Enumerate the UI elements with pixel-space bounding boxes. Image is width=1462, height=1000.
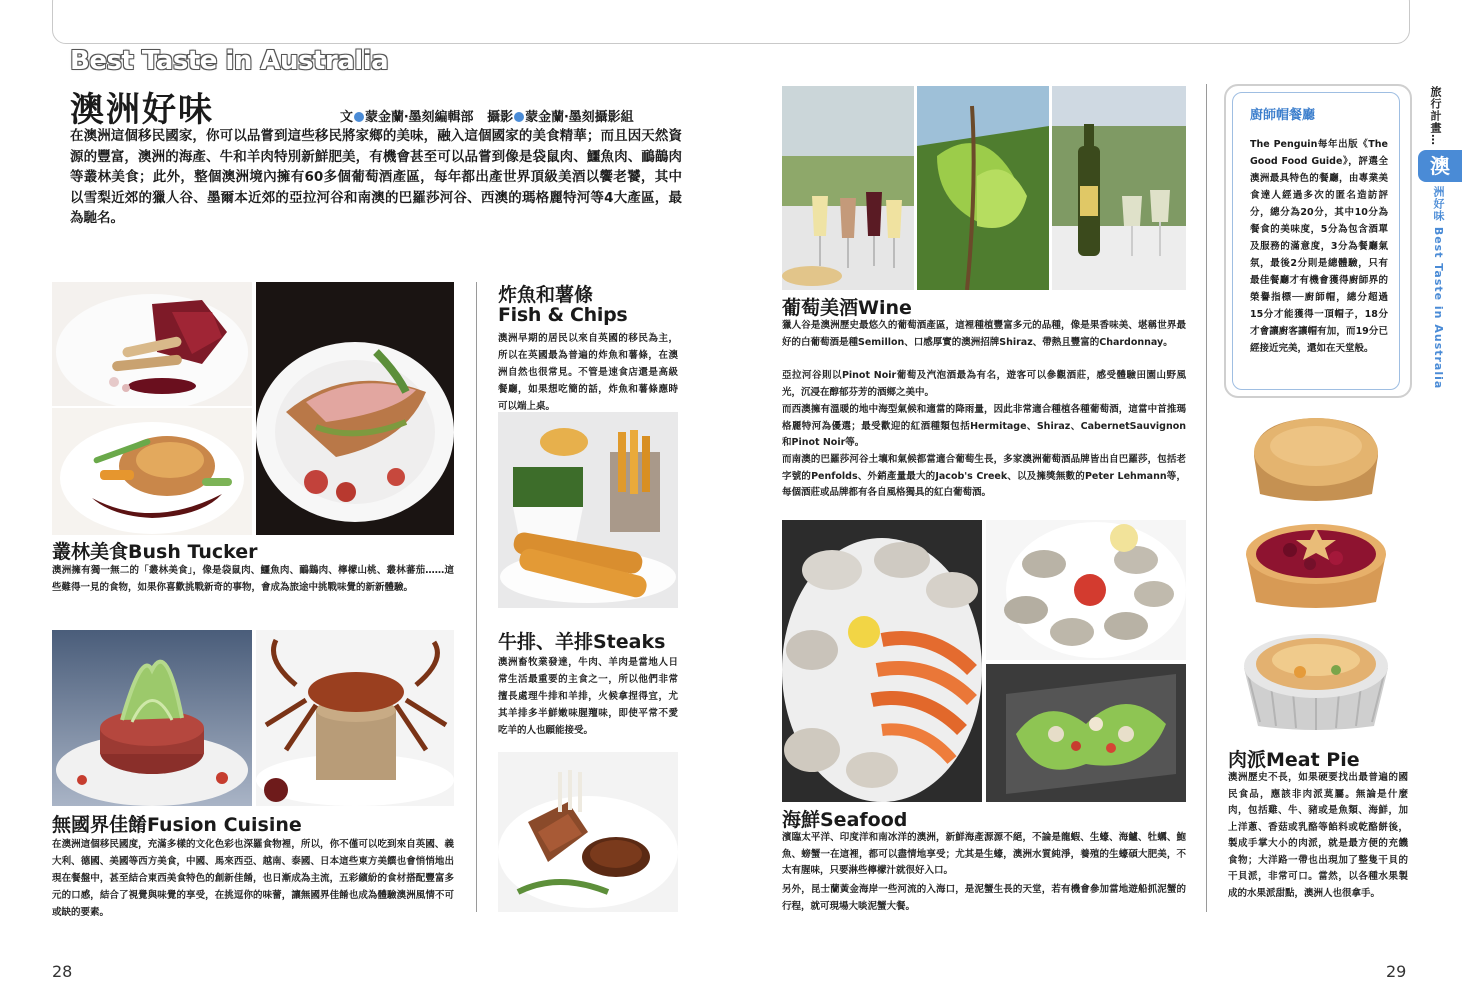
pie-photo-berry <box>1240 514 1392 614</box>
intro-paragraph: 在澳洲這個移民國家，你可以品嘗到這些移民將家鄉的美味，融入這個國家的美食精華；而且因天然資源的豐富，澳洲的海產、牛和羊肉特別新鮮肥美，有機會甚至可以品嘗到像是袋鼠肉、鱷魚肉、鴯鶓肉等叢林美食；此外，整個澳洲境內擁有60多個葡萄酒產區，每年都出產世界頂級美酒以饗老饕，其中以雪梨近郊的獵人谷、墨爾本近郊的亞拉河谷和南澳的巴羅莎河谷、西澳的瑪格麗特河等4大產區，最為馳名。 <box>70 128 682 226</box>
bush-photo-prosciutto <box>256 282 454 535</box>
credit-photo-label: 攝影 <box>487 110 514 125</box>
wine-paragraph-4: 而南澳的巴羅莎河谷土壤和氣候都當適合葡萄生長，多家澳洲葡萄酒品牌皆出自巴羅莎，包括老字號的Penfolds、外銷產量最大的Jacob's Creek、以及擁獎無數的Peter Lehmann等，每個酒莊或品牌都有各自風格獨具的紅白葡萄酒。 <box>782 454 1186 498</box>
steak-body: 澳洲畜牧業發達，牛肉、羊肉是當地人日常生活最重要的主食之一，所以他們非常擅長處理牛排和羊排，火候拿捏得宜，尤其羊排多半鮮嫩味腥羶味，即使平常不愛吃羊的人也願能接受。 <box>498 657 678 736</box>
fish-title-en: Fish & Chips <box>498 304 628 326</box>
bush-photo-kangaroo <box>52 282 252 406</box>
fish-title-zh: 炸魚和薯條 <box>498 284 594 306</box>
pie-title: 肉派Meat Pie <box>1228 749 1360 771</box>
section-tab-badge: 澳 <box>1418 150 1462 182</box>
wine-photo-glasses <box>782 86 914 290</box>
chef-hat-title: 廚師帽餐廳 <box>1250 108 1316 123</box>
english-title: Best Taste in Australia <box>70 46 389 76</box>
pie-body: 澳洲歷史不長，如果硬要找出最普遍的國民食品，應該非肉派莫屬。無論是什麼肉，包括雞、牛、豬或是魚類、海鮮，加上洋蔥、香菇或乳酪等餡料或乾酪餅後，製成手掌大小的肉派，就是最方便的充饑食物；大洋路一帶也出現加了整隻干貝的干貝派，非常可口。當然，以各種水果製成的水果派甜點，澳洲人也很拿手。 <box>1228 772 1408 899</box>
seafood-paragraph-2: 另外，昆士蘭黃金海岸一些河流的入海口，是泥蟹生長的天堂，若有機會參加當地遊船抓泥蟹的行程，就可現場大啖泥蟹大餐。 <box>782 884 1186 912</box>
seafood-photo-platter <box>782 520 982 802</box>
credits <box>340 106 634 125</box>
column-divider <box>476 282 477 912</box>
wine-photo-vines <box>917 86 1049 290</box>
page-number-right: 29 <box>1386 962 1407 981</box>
chef-hat-body: The Penguin每年出版《The Good Food Guide》，評選全澳洲最具特色的餐廳，由專業美食達人經過多次的匿名造訪評分，總分為20分，其中10分為餐食的美味度，5分為包含酒單及服務的滿意度，3分為餐廳氣氛，最後2分則是總體驗，只有最佳餐廳才有機會獲得廚師界的榮譽指標──廚師帽，總分超過15分才能獲得一頂帽子，18分才會讓廚客讓帽有加，而19分已經接近完美，還如在天堂般。 <box>1250 139 1388 354</box>
wine-paragraph-2: 亞拉河谷則以Pinot Noir葡萄及汽泡酒最為有名，遊客可以參觀酒莊，感受體驗田園山野風光，沉浸在醇郁芬芳的酒鄉之美中。 <box>782 370 1186 398</box>
seafood-photo-oysters <box>986 520 1186 660</box>
fusion-photo-tartare <box>52 630 252 806</box>
column-divider <box>1206 84 1207 912</box>
bush-photo-chicken <box>52 408 252 535</box>
credit-dot-icon <box>354 112 364 122</box>
credit-text-label: 文 <box>340 110 354 125</box>
fusion-title: 無國界佳餚Fusion Cuisine <box>52 814 302 836</box>
seafood-paragraph-1: 濱臨太平洋、印度洋和南冰洋的澳洲，新鮮海產源源不絕，不論是龍蝦、生蠔、海鱸、牡蠣、鮑魚、螃蟹一在這裡，都可以盡情地享受；尤其是生蠔，澳洲水質純淨，養殖的生蠔碩大肥美，不太有腥味，只要淋些檸檬汁就很好入口。 <box>782 832 1186 876</box>
steak-photo <box>498 752 678 912</box>
wine-paragraph-1: 獵人谷是澳洲歷史最悠久的葡萄酒產區，這裡種植豐富多元的品種，像是果香味美、堪稱世界最好的白葡萄酒是種Semillon、口感厚實的澳洲招牌Shiraz、帶熱且豐富的Chardonnay。 <box>782 320 1186 348</box>
credit-text-names: 蒙金蘭‧墨刻編輯部 <box>365 110 474 125</box>
section-tab-label: 旅行計畫… <box>1429 86 1442 146</box>
credit-photo-names: 蒙金蘭‧墨刻攝影組 <box>525 110 634 125</box>
seafood-title: 海鮮Seafood <box>782 809 908 831</box>
steak-title: 牛排、羊排Steaks <box>498 631 666 653</box>
credit-dot-icon <box>514 112 524 122</box>
section-tab-text: 洲好味 Best Taste in Australia <box>1432 186 1445 390</box>
pie-photo-plain <box>1246 412 1386 510</box>
fusion-photo-crab <box>256 630 454 806</box>
fish-photo <box>498 412 678 608</box>
page-number-left: 28 <box>52 962 73 981</box>
wine-photo-bottle <box>1052 86 1186 290</box>
bush-title: 叢林美食Bush Tucker <box>52 541 258 563</box>
page-frame <box>52 0 1410 44</box>
wine-title: 葡萄美酒Wine <box>782 297 912 319</box>
fish-body: 澳洲早期的居民以來自英國的移民為主，所以在英國最為普遍的炸魚和薯條，在澳洲自然也很常見。不管是速食店還是高級餐廳，如果想吃簡的話，炸魚和薯條應時可以端上桌。 <box>498 333 678 412</box>
wine-paragraph-3: 而西澳擁有溫暖的地中海型氣候和適當的降雨量，因此非常適合種植各種葡萄酒，這當中首推瑪格麗特河為優選；最受歡迎的紅酒種類包括Hermitage、Shiraz、CabernetSauvignon和Pinot Noir等。 <box>782 404 1186 448</box>
chinese-title: 澳洲好味 <box>70 90 214 130</box>
fusion-body: 在澳洲這個移民國度，充滿多樣的文化色彩也深羅食物裡，所以，你不僅可以吃到來自英國、義大利、德國、美國等西方美食，中國、馬來西亞、越南、泰國、日本這些東方美饌也會悄悄地出現在餐盤中，甚至結合東西美食特色的創新佳餚，也日漸成為主流，五彩繽紛的食材搭配豐富多元的口感，結合了視覺與味覺的享受，在挑逗你的味蕾，讓無國界佳餚也成為體驗澳洲風情不可或缺的要素。 <box>52 839 454 918</box>
bush-body: 澳洲擁有獨一無二的「叢林美食」，像是袋鼠肉、鱷魚肉、鴯鶓肉、檸檬山桃、叢林蕃茄……這些難得一見的食物，如果你喜歡挑戰新奇的事物，會成為旅途中挑戰味覺的新新體驗。 <box>52 565 454 593</box>
pie-photo-chicken <box>1240 622 1392 734</box>
seafood-photo-salad <box>986 664 1186 802</box>
